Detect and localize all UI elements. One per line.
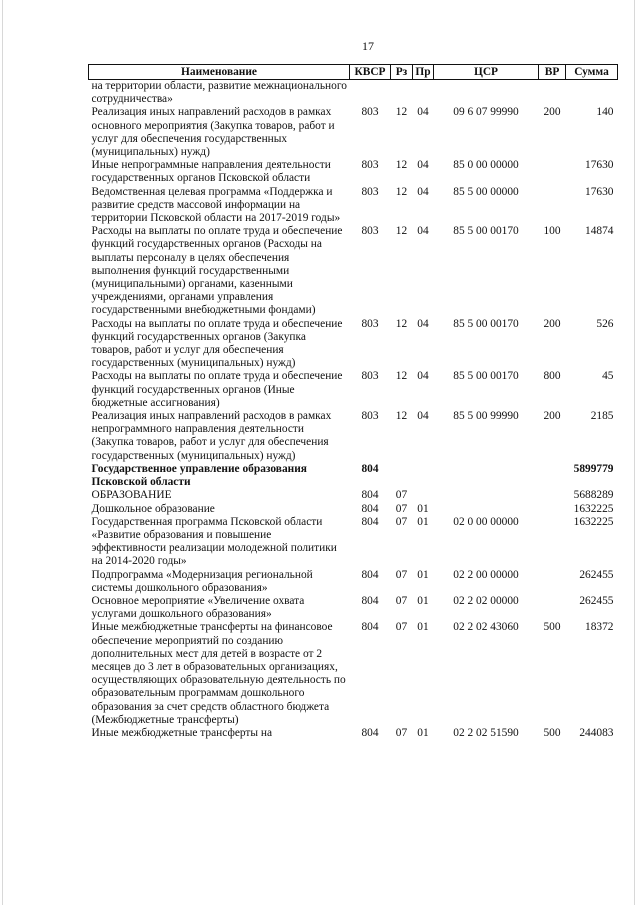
cell-pr: 04 — [417, 159, 429, 172]
cell-kvsr: 803 — [361, 370, 379, 383]
cell-csr: 02 0 00 00000 — [453, 515, 519, 528]
cell-csr: 85 5 00 00000 — [453, 185, 519, 198]
cell-csr — [434, 463, 539, 489]
cell-pr: 01 — [417, 515, 429, 528]
header-sum: Сумма — [566, 65, 618, 80]
cell-rz — [391, 463, 413, 489]
cell-vr: 200 — [543, 106, 561, 119]
cell-rz: 12 — [395, 225, 408, 238]
cell-name: Реализация иных направлений расходов в рамках основного мероприятия (Закупка товаров, работ и услуг для обеспечения государственных (муниципальных) нужд) — [91, 106, 335, 159]
table-row — [89, 463, 618, 489]
cell-vr — [539, 159, 566, 185]
cell-csr: 85 5 00 00170 — [453, 317, 519, 330]
table-row — [89, 225, 618, 317]
cell-sum: 526 — [596, 317, 614, 330]
cell-sum: 244083 — [579, 726, 614, 739]
cell-rz: 12 — [395, 370, 408, 383]
table-row — [89, 595, 618, 621]
cell-vr — [539, 503, 566, 516]
cell-name: на территории области, развитие межнационального сотрудничества» — [91, 80, 347, 106]
cell-pr — [413, 80, 434, 107]
table-row — [89, 370, 618, 410]
cell-vr — [539, 489, 566, 502]
cell-pr: 04 — [417, 106, 429, 119]
cell-name: Подпрограмма «Модернизация региональной системы дошкольного образования» — [91, 568, 313, 594]
cell-rz: 07 — [395, 515, 408, 528]
cell-kvsr: 803 — [361, 410, 379, 423]
cell-name: Реализация иных направлений расходов в рамках непрограммного направления деятельности (Закупка товаров, работ и услуг для обеспечения государственных (муниципальных) нужд) — [91, 410, 332, 462]
cell-vr: 500 — [543, 621, 561, 634]
cell-pr: 04 — [417, 410, 429, 423]
table-row — [89, 186, 618, 226]
cell-kvsr: 804 — [361, 462, 379, 475]
cell-sum: 14874 — [585, 225, 614, 238]
cell-vr — [539, 595, 566, 621]
cell-rz: 07 — [395, 621, 408, 634]
scan-edge-right — [634, 0, 635, 905]
cell-sum: 140 — [596, 106, 614, 119]
table-row — [89, 569, 618, 595]
cell-vr: 200 — [543, 410, 561, 423]
cell-vr — [539, 516, 566, 569]
cell-vr — [539, 463, 566, 489]
cell-kvsr — [350, 80, 391, 107]
table-row — [89, 318, 618, 371]
header-vr: ВР — [539, 65, 566, 80]
cell-kvsr: 803 — [361, 185, 379, 198]
cell-name: Расходы на выплаты по оплате труда и обеспечение функций государственных органов (Иные бюджетные ассигнования) — [91, 370, 343, 409]
cell-sum: 5688289 — [573, 489, 614, 502]
cell-kvsr: 803 — [361, 225, 379, 238]
cell-name: Основное мероприятие «Увеличение охвата услугами дошкольного образования» — [91, 594, 305, 621]
cell-csr: 02 2 00 00000 — [453, 568, 519, 581]
cell-pr: 04 — [417, 370, 429, 383]
cell-name: ОБРАЗОВАНИЕ — [91, 489, 172, 502]
cell-sum: 18372 — [585, 621, 614, 634]
cell-name: Иные непрограммные направления деятельности государственных органов Псковской области — [91, 159, 331, 185]
cell-csr: 09 6 07 99990 — [453, 106, 519, 119]
table-row — [89, 106, 618, 159]
cell-sum: 262455 — [579, 594, 614, 607]
cell-csr — [434, 489, 539, 502]
cell-csr: 02 2 02 43060 — [453, 621, 519, 634]
cell-kvsr: 803 — [361, 159, 379, 172]
cell-csr: 85 5 00 00170 — [453, 370, 519, 383]
table-row — [89, 516, 618, 569]
cell-csr — [434, 503, 539, 516]
header-kvsr: КВСР — [350, 65, 391, 80]
cell-name: Расходы на выплаты по оплате труда и обеспечение функций государственных органов (Закупка товаров, работ и услуг для обеспечения государственных (муниципальных) нужд) — [91, 317, 343, 370]
cell-name: Расходы на выплаты по оплате труда и обеспечение функций государственных органов (Расходы на выплаты персоналу в целях обеспечения выполнения функций государственными (муниципальными) органами, казенными учреждениями, органами управления государственными внебюджетными фондами) — [91, 225, 343, 317]
cell-csr — [434, 80, 539, 107]
cell-name: Ведомственная целевая программа «Поддержка и развитие средств массовой информации на территории Псковской области на 2017-2019 годы» — [91, 185, 341, 225]
header-csr: ЦСР — [434, 65, 539, 80]
cell-pr — [413, 463, 434, 489]
header-rz: Рз — [391, 65, 413, 80]
cell-sum: 45 — [602, 370, 614, 383]
cell-vr: 800 — [543, 370, 561, 383]
cell-kvsr: 803 — [361, 317, 379, 330]
cell-rz: 07 — [395, 594, 408, 607]
cell-pr: 01 — [417, 502, 429, 515]
cell-name: Дошкольное образование — [91, 502, 215, 515]
cell-csr: 85 5 00 99990 — [453, 410, 519, 423]
table-row — [89, 159, 618, 185]
cell-pr: 01 — [417, 568, 429, 581]
cell-rz: 07 — [395, 489, 408, 502]
cell-name: Иные межбюджетные трансферты на — [91, 726, 273, 739]
cell-sum: 1632225 — [573, 502, 614, 515]
cell-csr: 85 5 00 00170 — [453, 225, 519, 238]
cell-kvsr: 804 — [361, 621, 379, 634]
cell-rz: 12 — [395, 106, 408, 119]
page-number: 17 — [362, 39, 374, 53]
cell-kvsr: 804 — [361, 568, 379, 581]
cell-sum — [566, 80, 618, 107]
cell-name: Государственное управление образования Псковской области — [91, 462, 307, 489]
cell-vr: 100 — [543, 225, 561, 238]
cell-rz: 12 — [395, 317, 408, 330]
cell-csr: 02 2 02 00000 — [453, 594, 519, 607]
header-name: Наименование — [89, 65, 350, 80]
cell-pr: 01 — [417, 621, 429, 634]
cell-vr — [539, 186, 566, 226]
cell-vr: 500 — [543, 726, 561, 739]
cell-rz — [391, 80, 413, 107]
scan-edge-left — [2, 0, 3, 905]
cell-rz: 12 — [395, 159, 408, 172]
cell-rz: 07 — [395, 726, 408, 739]
budget-table — [88, 64, 618, 740]
cell-rz: 07 — [395, 568, 408, 581]
cell-sum: 5899779 — [573, 462, 614, 475]
table-row — [89, 80, 618, 107]
cell-csr: 02 2 02 51590 — [453, 726, 519, 739]
cell-rz: 07 — [395, 502, 408, 515]
table-row — [89, 621, 618, 727]
cell-rz: 12 — [395, 410, 408, 423]
cell-kvsr: 804 — [361, 726, 379, 739]
cell-vr — [539, 80, 566, 107]
header-row — [89, 65, 618, 80]
cell-vr — [539, 569, 566, 595]
cell-pr: 04 — [417, 225, 429, 238]
cell-sum: 2185 — [590, 410, 614, 423]
cell-kvsr: 803 — [361, 106, 379, 119]
cell-kvsr: 804 — [361, 594, 379, 607]
cell-pr: 04 — [417, 317, 429, 330]
table-body — [89, 80, 618, 741]
cell-kvsr: 804 — [361, 502, 379, 515]
cell-kvsr: 804 — [361, 515, 379, 528]
table-row — [89, 489, 618, 502]
cell-vr: 200 — [543, 317, 561, 330]
cell-pr: 01 — [417, 726, 429, 739]
cell-name: Иные межбюджетные трансферты на финансовое обеспечение мероприятий по созданию дополнительных мест для детей в возрасте от 2 месяцев до 3 лет в образовательных организациях, осуществляющих образовательную деятельность по образовательным программам дошкольного образования за счет средств областного бюджета (Межбюджетные трансферты) — [91, 621, 346, 726]
cell-pr: 01 — [417, 594, 429, 607]
cell-sum: 1632225 — [573, 515, 614, 528]
cell-sum: 17630 — [585, 159, 614, 172]
cell-rz: 12 — [395, 185, 408, 198]
cell-csr: 85 0 00 00000 — [453, 159, 519, 172]
cell-sum: 17630 — [585, 185, 614, 198]
cell-sum: 262455 — [579, 568, 614, 581]
cell-pr — [413, 489, 434, 502]
header-pr: Пр — [413, 65, 434, 80]
table-row — [89, 727, 618, 740]
cell-kvsr: 804 — [361, 489, 379, 502]
table-row — [89, 410, 618, 463]
table-row — [89, 503, 618, 516]
cell-pr: 04 — [417, 185, 429, 198]
cell-name: Государственная программа Псковской области «Развитие образования и повышение эффективности реализации молодежной политики на 2014-2020 годы» — [91, 515, 337, 568]
table-header — [89, 65, 618, 80]
